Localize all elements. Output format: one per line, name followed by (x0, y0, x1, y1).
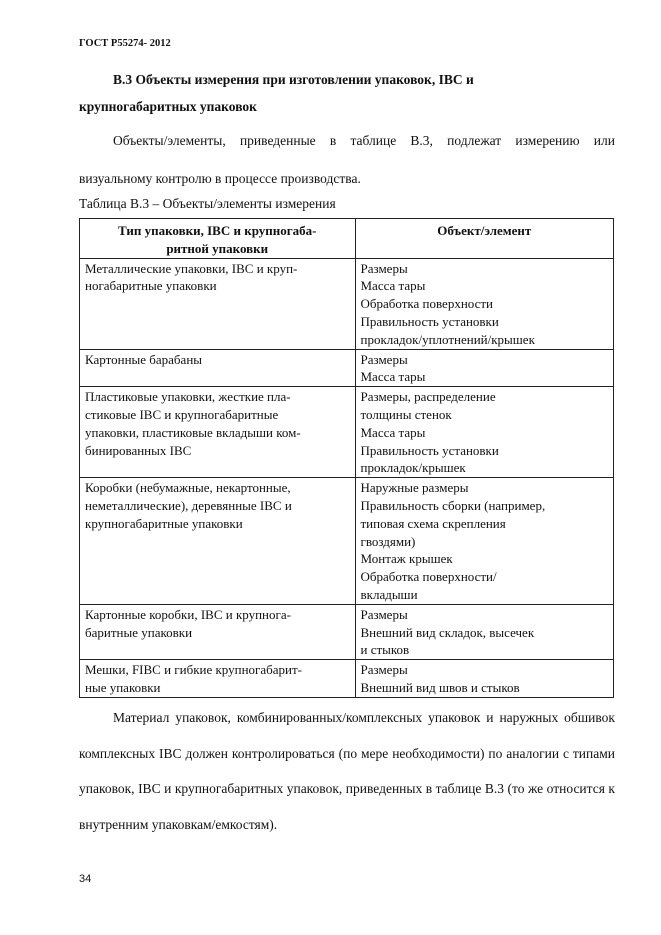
package-type-line: баритные упаковки (85, 624, 193, 640)
package-type-line: крупногабаритные упаковки (85, 515, 243, 531)
package-type-line: ногабаритные упаковки (85, 278, 217, 294)
package-type-line: Картонные коробки, IBC и крупнога- (85, 606, 291, 622)
page-number: 34 (79, 873, 92, 885)
object-element-line: Внешний вид швов и стыков (360, 679, 520, 695)
table-body (80, 258, 614, 697)
package-type-line: неметаллические), деревянные IBC и (85, 497, 292, 513)
table-caption: Таблица В.3 – Объекты/элементы измерения (79, 196, 336, 211)
object-element-cell (355, 258, 614, 349)
object-element-cell (355, 349, 614, 387)
table-row (80, 258, 614, 349)
document-header: ГОСТ Р55274- 2012 (79, 38, 171, 49)
header-package-type-line2: ритной упаковки (166, 240, 269, 256)
object-element-line: Правильность установки (360, 442, 499, 458)
object-element-line: гвоздями) (360, 533, 416, 549)
object-element-line: Обработка поверхности/ (360, 569, 497, 585)
table-row (80, 478, 614, 605)
object-element-line: прокладок/уплотнений/крышек (360, 331, 535, 347)
object-element-line: Размеры (360, 351, 408, 367)
table-row (80, 604, 614, 659)
object-element-line: и стыков (360, 642, 410, 658)
package-type-cell (80, 349, 356, 387)
table-row (80, 349, 614, 387)
package-type-cell (80, 604, 356, 659)
object-element-line: Наружные размеры (360, 480, 469, 496)
outro-paragraph: Материал упаковок, комбинированных/комплексных упаковок и наружных обшивок комплексных IBC должен контролироваться (по мере необходимости) по аналогии с типами упаковок, IBC и крупногабаритных упаковок, приведенных в таблице В.3 (то же относится к внутренним упаковкам/емкостям). (79, 710, 615, 832)
object-element-line: Масса тары (360, 278, 426, 294)
package-type-line: Картонные барабаны (85, 351, 203, 367)
object-element-cell (355, 660, 614, 698)
package-type-line: упаковки, пластиковые вкладыши ком- (85, 424, 301, 440)
object-element-cell (355, 387, 614, 478)
package-type-line: ные упаковки (85, 679, 161, 695)
object-element-line: толщины стенок (360, 406, 452, 422)
header-package-type-line1: Тип упаковки, IBC и крупногаба- (118, 223, 317, 238)
package-type-line: Коробки (небумажные, некартонные, (85, 480, 291, 496)
object-element-line: прокладок/крышек (360, 460, 466, 476)
package-type-line: стиковые IBC и крупногабаритные (85, 406, 279, 422)
object-element-line: Правильность сборки (например, (360, 497, 546, 513)
object-element-line: Масса тары (360, 424, 426, 440)
object-element-line: Размеры (360, 662, 408, 678)
table-row (80, 387, 614, 478)
object-element-cell (355, 604, 614, 659)
package-type-line: Мешки, FIBC и гибкие крупногабарит- (85, 662, 303, 678)
object-element-line: Размеры (360, 260, 408, 276)
object-element-line: Размеры, распределение (360, 389, 496, 405)
object-element-line: типовая схема скрепления (360, 515, 506, 531)
object-element-line: Правильность установки (360, 313, 499, 329)
table-header-row (80, 219, 614, 259)
object-element-line: Масса тары (360, 369, 426, 385)
package-type-cell (80, 660, 356, 698)
object-element-line: Обработка поверхности (360, 296, 494, 312)
package-type-line: Пластиковые упаковки, жесткие пла- (85, 389, 291, 405)
package-type-cell (80, 478, 356, 605)
package-type-cell (80, 258, 356, 349)
package-type-line: Металлические упаковки, IBC и круп- (85, 260, 298, 276)
header-object: Объект/элемент (355, 219, 614, 259)
package-type-cell (80, 387, 356, 478)
package-type-line: бинированных IBC (85, 442, 192, 458)
object-element-line: Внешний вид складок, высечек (360, 624, 535, 640)
object-element-line: Монтаж крышек (360, 551, 453, 567)
table-row (80, 660, 614, 698)
header-package-type (80, 219, 356, 259)
section-title (79, 66, 615, 120)
section-title-line2: крупногабаритных упаковок (79, 99, 257, 114)
object-element-line: Размеры (360, 606, 408, 622)
intro-paragraph: Объекты/элементы, приведенные в таблице В.3, подлежат измерению или визуальному контролю в процессе производства. (79, 133, 615, 186)
object-element-line: вкладыши (360, 586, 418, 602)
object-element-cell (355, 478, 614, 605)
section-title-line1: В.3 Объекты измерения при изготовлении упаковок, IBC и (113, 72, 474, 87)
objects-table (79, 218, 614, 698)
